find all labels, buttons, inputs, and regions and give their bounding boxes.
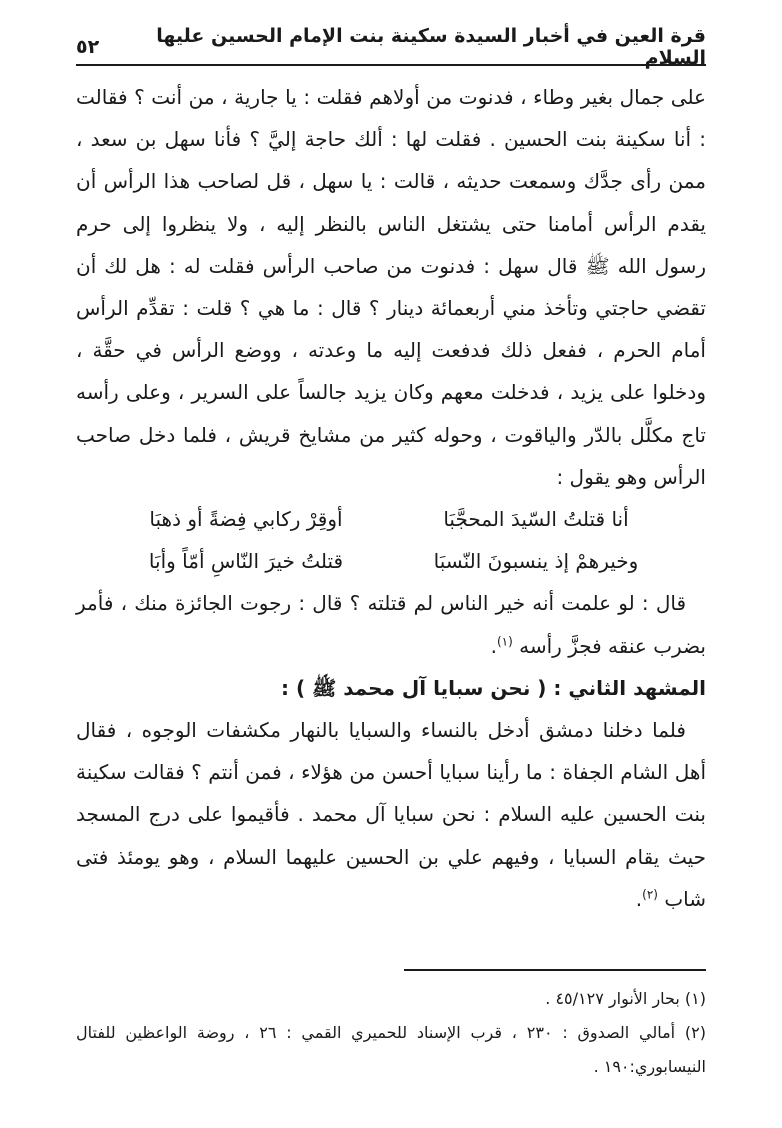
paragraph-2-text: قال : لو علمت أنه خير الناس لم قتلته ؟ قال : رجوت الجائزة منك ، فأمر بضرب عنقه فجزَّ رأسه: [76, 591, 706, 658]
paragraph-2: [76, 582, 706, 666]
header-rule: [76, 64, 706, 66]
section-heading-title: ( نحن سبايا آل محمد ﷺ ) :: [281, 675, 547, 700]
poem-line-1-second-hemistich: أوقِرْ ركابي فِضةً أو ذهبَا: [149, 507, 343, 532]
poem-line-2-second-hemistich: قتلتُ خيرَ النّاسِ أمّاً وأبَا: [148, 549, 344, 574]
footnote-ref-1: (١): [496, 633, 513, 648]
paragraph-3-end: .: [635, 886, 643, 911]
paragraph-3-text: فلما دخلنا دمشق أدخل بالنساء والسبايا بالنهار مكشفات الوجوه ، فقال أهل الشام الجفاة : ما رأينا سبايا أحسن من هؤلاء ، فمن أنتم ؟ فقالت سكينة بنت الحسين عليه السلام : نحن سبايا آل محمد . فأقيموا على درج المسجد حيث يقام السبايا ، وفيهم علي بن الحسين عليهما السلام ، وهو يومئذ فتى شاب: [76, 718, 706, 911]
main-text: [76, 76, 706, 920]
footnote-rule: [404, 969, 706, 971]
section-heading-label: المشهد الثاني :: [553, 675, 706, 700]
section-heading: [76, 667, 706, 709]
page-number: ٥٢: [76, 36, 100, 58]
poem-line-2-first-hemistich: وخيرهمْ إذ ينسبونَ النّسبَا: [433, 549, 639, 574]
poem-line-1-first-hemistich: أنا قتلتُ السّيدَ المحجَّبَا: [443, 507, 629, 532]
footnote-ref-2: (٢): [642, 887, 658, 902]
footnote-2: (٢) أمالي الصدوق : ٢٣٠ ، قرب الإسناد للحميري القمي : ٢٦ ، روضة الواعظين للفتال النيسابوري:١٩٠ .: [76, 1023, 707, 1076]
footnote-1: (١) بحار الأنوار ٤٥/١٢٧ .: [545, 989, 706, 1008]
poem: [76, 498, 706, 582]
footnotes: [76, 982, 706, 1084]
running-title: قرة العين في أخبار السيدة سكينة بنت الإمام الحسين عليها السلام: [156, 25, 706, 69]
poem-line-2: [76, 540, 706, 582]
paragraph-2-end: .: [490, 633, 497, 658]
paragraph-3: [76, 709, 706, 920]
paragraph-1: على جمال بغير وطاء ، فدنوت من أولاهم فقلت : يا جارية ، من أنت ؟ فقالت : أنا سكينة بنت الحسين . فقلت لها : ألك حاجة إليَّ ؟ فأنا سهل بن سعد ، ممن رأى جدَّك وسمعت حديثه ، قالت : يا سهل ، قل لصاحب هذا الرأس أن يقدم الرأس أمامنا حتى يشتغل الناس بالنظر إليه ، ولا ينظروا إلى حرم رسول الله ﷺ قال سهل : فدنوت من صاحب الرأس فقلت له : هل لك أن تقضي حاجتي وتأخذ مني أربعمائة دينار ؟ قال : ما هي ؟ قلت : تقدِّم الرأس أمام الحرم ، ففعل ذلك فدفعت إليه ما وعدته ، ووضع الرأس في حقَّة ، ودخلوا على يزيد ، فدخلت معهم وكان يزيد جالساً على السرير ، وعلى رأسه تاج مكلَّل بالدّر والياقوت ، وحوله كثير من مشايخ قريش ، فلما دخل صاحب الرأس وهو يقول :: [76, 85, 706, 489]
running-header: [76, 25, 706, 69]
poem-line-1: [76, 498, 706, 540]
